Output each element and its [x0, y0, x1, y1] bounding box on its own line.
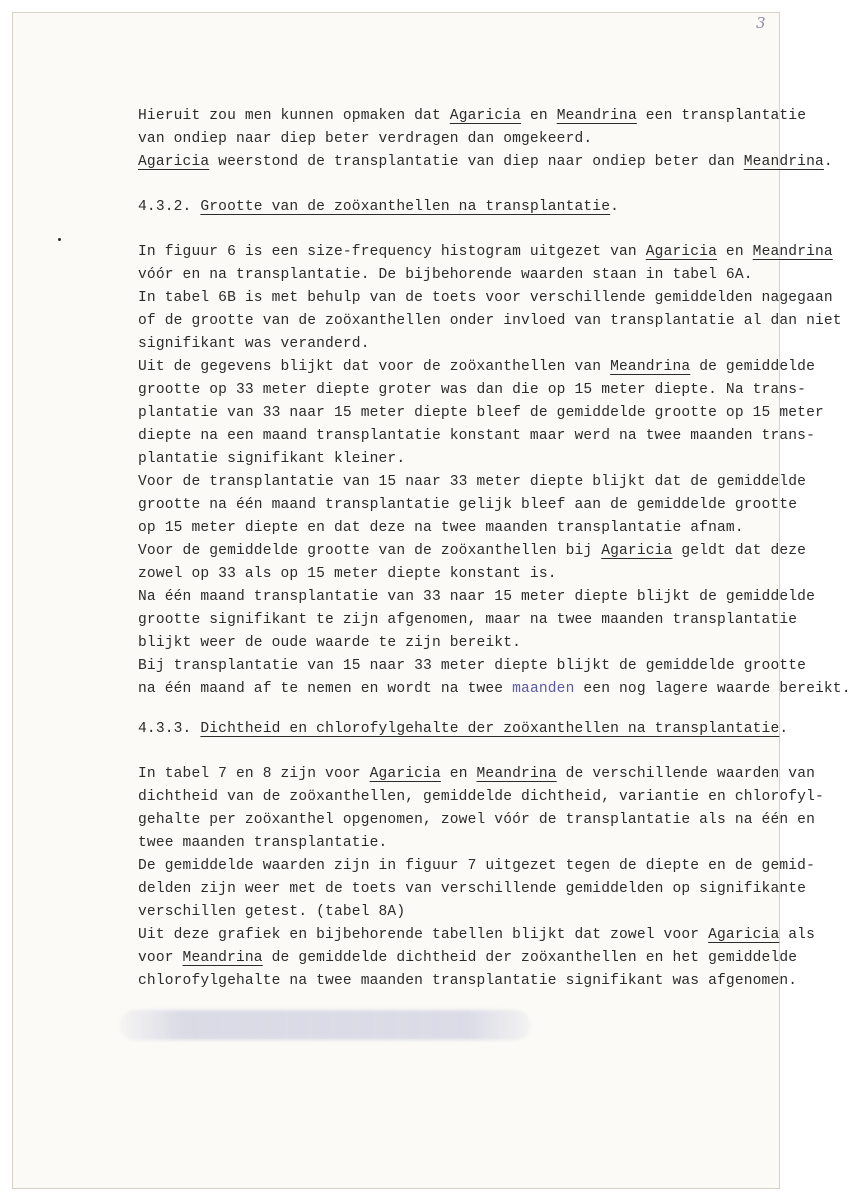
text-line: De gemiddelde waarden zijn in figuur 7 uitgezet tegen de diepte en de gemid-	[138, 858, 815, 874]
section-heading: 4.3.2. Grootte van de zoöxanthellen na transplantatie.	[138, 199, 620, 215]
species-name: Meandrina	[610, 359, 691, 375]
text-line: gehalte per zoöxanthel opgenomen, zowel vóór de transplantatie als na één en	[138, 812, 815, 828]
text-line: Voor de gemiddelde grootte van de zoöxanthellen bij Agaricia geldt dat deze	[138, 543, 807, 559]
text-line: Na één maand transplantatie van 33 naar 15 meter diepte blijkt de gemiddelde	[138, 589, 815, 605]
page-number: 3	[756, 14, 766, 32]
text-line: of de grootte van de zoöxanthellen onder invloed van transplantatie al dan niet	[138, 313, 842, 329]
text-line: Bij transplantatie van 15 naar 33 meter diepte blijkt de gemiddelde grootte	[138, 658, 807, 674]
text-line: dichtheid van de zoöxanthellen, gemiddelde dichtheid, variantie en chlorofyl-	[138, 789, 824, 805]
text-line: In tabel 6B is met behulp van de toets voor verschillende gemiddelden nagegaan	[138, 290, 833, 306]
text-line: blijkt weer de oude waarde te zijn bereikt.	[138, 635, 522, 651]
text-line: grootte op 33 meter diepte groter was dan die op 15 meter diepte. Na trans-	[138, 382, 807, 398]
text-line: Uit deze grafiek en bijbehorende tabellen blijkt dat zowel voor Agaricia als	[138, 927, 815, 943]
species-name: Agaricia	[369, 766, 441, 782]
text-line: chlorofylgehalte na twee maanden transplantatie signifikant was afgenomen.	[138, 973, 798, 989]
text-line: voor Meandrina de gemiddelde dichtheid der zoöxanthellen en het gemiddelde	[138, 950, 798, 966]
text-line: verschillen getest. (tabel 8A)	[138, 904, 406, 920]
text-line: In tabel 7 en 8 zijn voor Agaricia en Meandrina de verschillende waarden van	[138, 766, 816, 782]
section-number: 4.3.3.	[138, 721, 201, 737]
section-title: Grootte van de zoöxanthellen na transplantatie	[200, 199, 611, 215]
section-title: Dichtheid en chlorofylgehalte der zoöxanthellen na transplantatie	[200, 721, 780, 737]
species-name: Agaricia	[449, 108, 522, 124]
text-line: delden zijn weer met de toets van verschillende gemiddelden op signifikante	[138, 881, 807, 897]
text-line: In figuur 6 is een size-frequency histogram uitgezet van Agaricia en Meandrina	[138, 244, 833, 260]
species-name: Agaricia	[645, 244, 718, 260]
text-line: twee maanden transplantatie.	[138, 835, 388, 851]
species-name: Meandrina	[182, 950, 263, 966]
ink-dot	[58, 238, 61, 241]
text-line: Uit de gegevens blijkt dat voor de zoöxanthellen van Meandrina de gemiddelde	[138, 359, 815, 375]
text-line: plantatie van 33 naar 15 meter diepte bleef de gemiddelde grootte op 15 meter	[138, 405, 824, 421]
species-name: Agaricia	[708, 927, 780, 943]
correction-smudge	[120, 1010, 530, 1040]
text-line: vóór en na transplantatie. De bijbehorende waarden staan in tabel 6A.	[138, 267, 753, 283]
species-name: Meandrina	[476, 766, 557, 782]
text-line: Agaricia weerstond de transplantatie van diep naar ondiep beter dan Meandrina.	[138, 154, 833, 170]
text-line: grootte signifikant te zijn afgenomen, maar na twee maanden transplantatie	[138, 612, 798, 628]
section-heading: 4.3.3. Dichtheid en chlorofylgehalte der zoöxanthellen na transplantatie.	[138, 721, 789, 737]
text-line: zowel op 33 als op 15 meter diepte konstant is.	[138, 566, 557, 582]
text-line: van ondiep naar diep beter verdragen dan omgekeerd.	[138, 131, 593, 147]
species-name: Meandrina	[752, 244, 833, 260]
species-name: Agaricia	[601, 543, 673, 559]
species-name: Meandrina	[743, 154, 824, 170]
species-name: Agaricia	[138, 154, 210, 170]
text-line: Hieruit zou men kunnen opmaken dat Agaricia en Meandrina een transplantatie	[138, 108, 807, 124]
text-line: Voor de transplantatie van 15 naar 33 meter diepte blijkt dat de gemiddelde	[138, 474, 807, 490]
species-name: Meandrina	[556, 108, 637, 124]
text-line: na één maand af te nemen en wordt na twee maanden een nog lagere waarde bereikt.	[138, 681, 851, 697]
text-line: signifikant was veranderd.	[138, 336, 370, 352]
text-line: diepte na een maand transplantatie konstant maar werd na twee maanden trans-	[138, 428, 815, 444]
text-line: op 15 meter diepte en dat deze na twee maanden transplantatie afnam.	[138, 520, 744, 536]
text-line: grootte na één maand transplantatie gelijk bleef aan de gemiddelde grootte	[138, 497, 798, 513]
text-line: plantatie signifikant kleiner.	[138, 451, 406, 467]
section-number: 4.3.2.	[138, 199, 201, 215]
